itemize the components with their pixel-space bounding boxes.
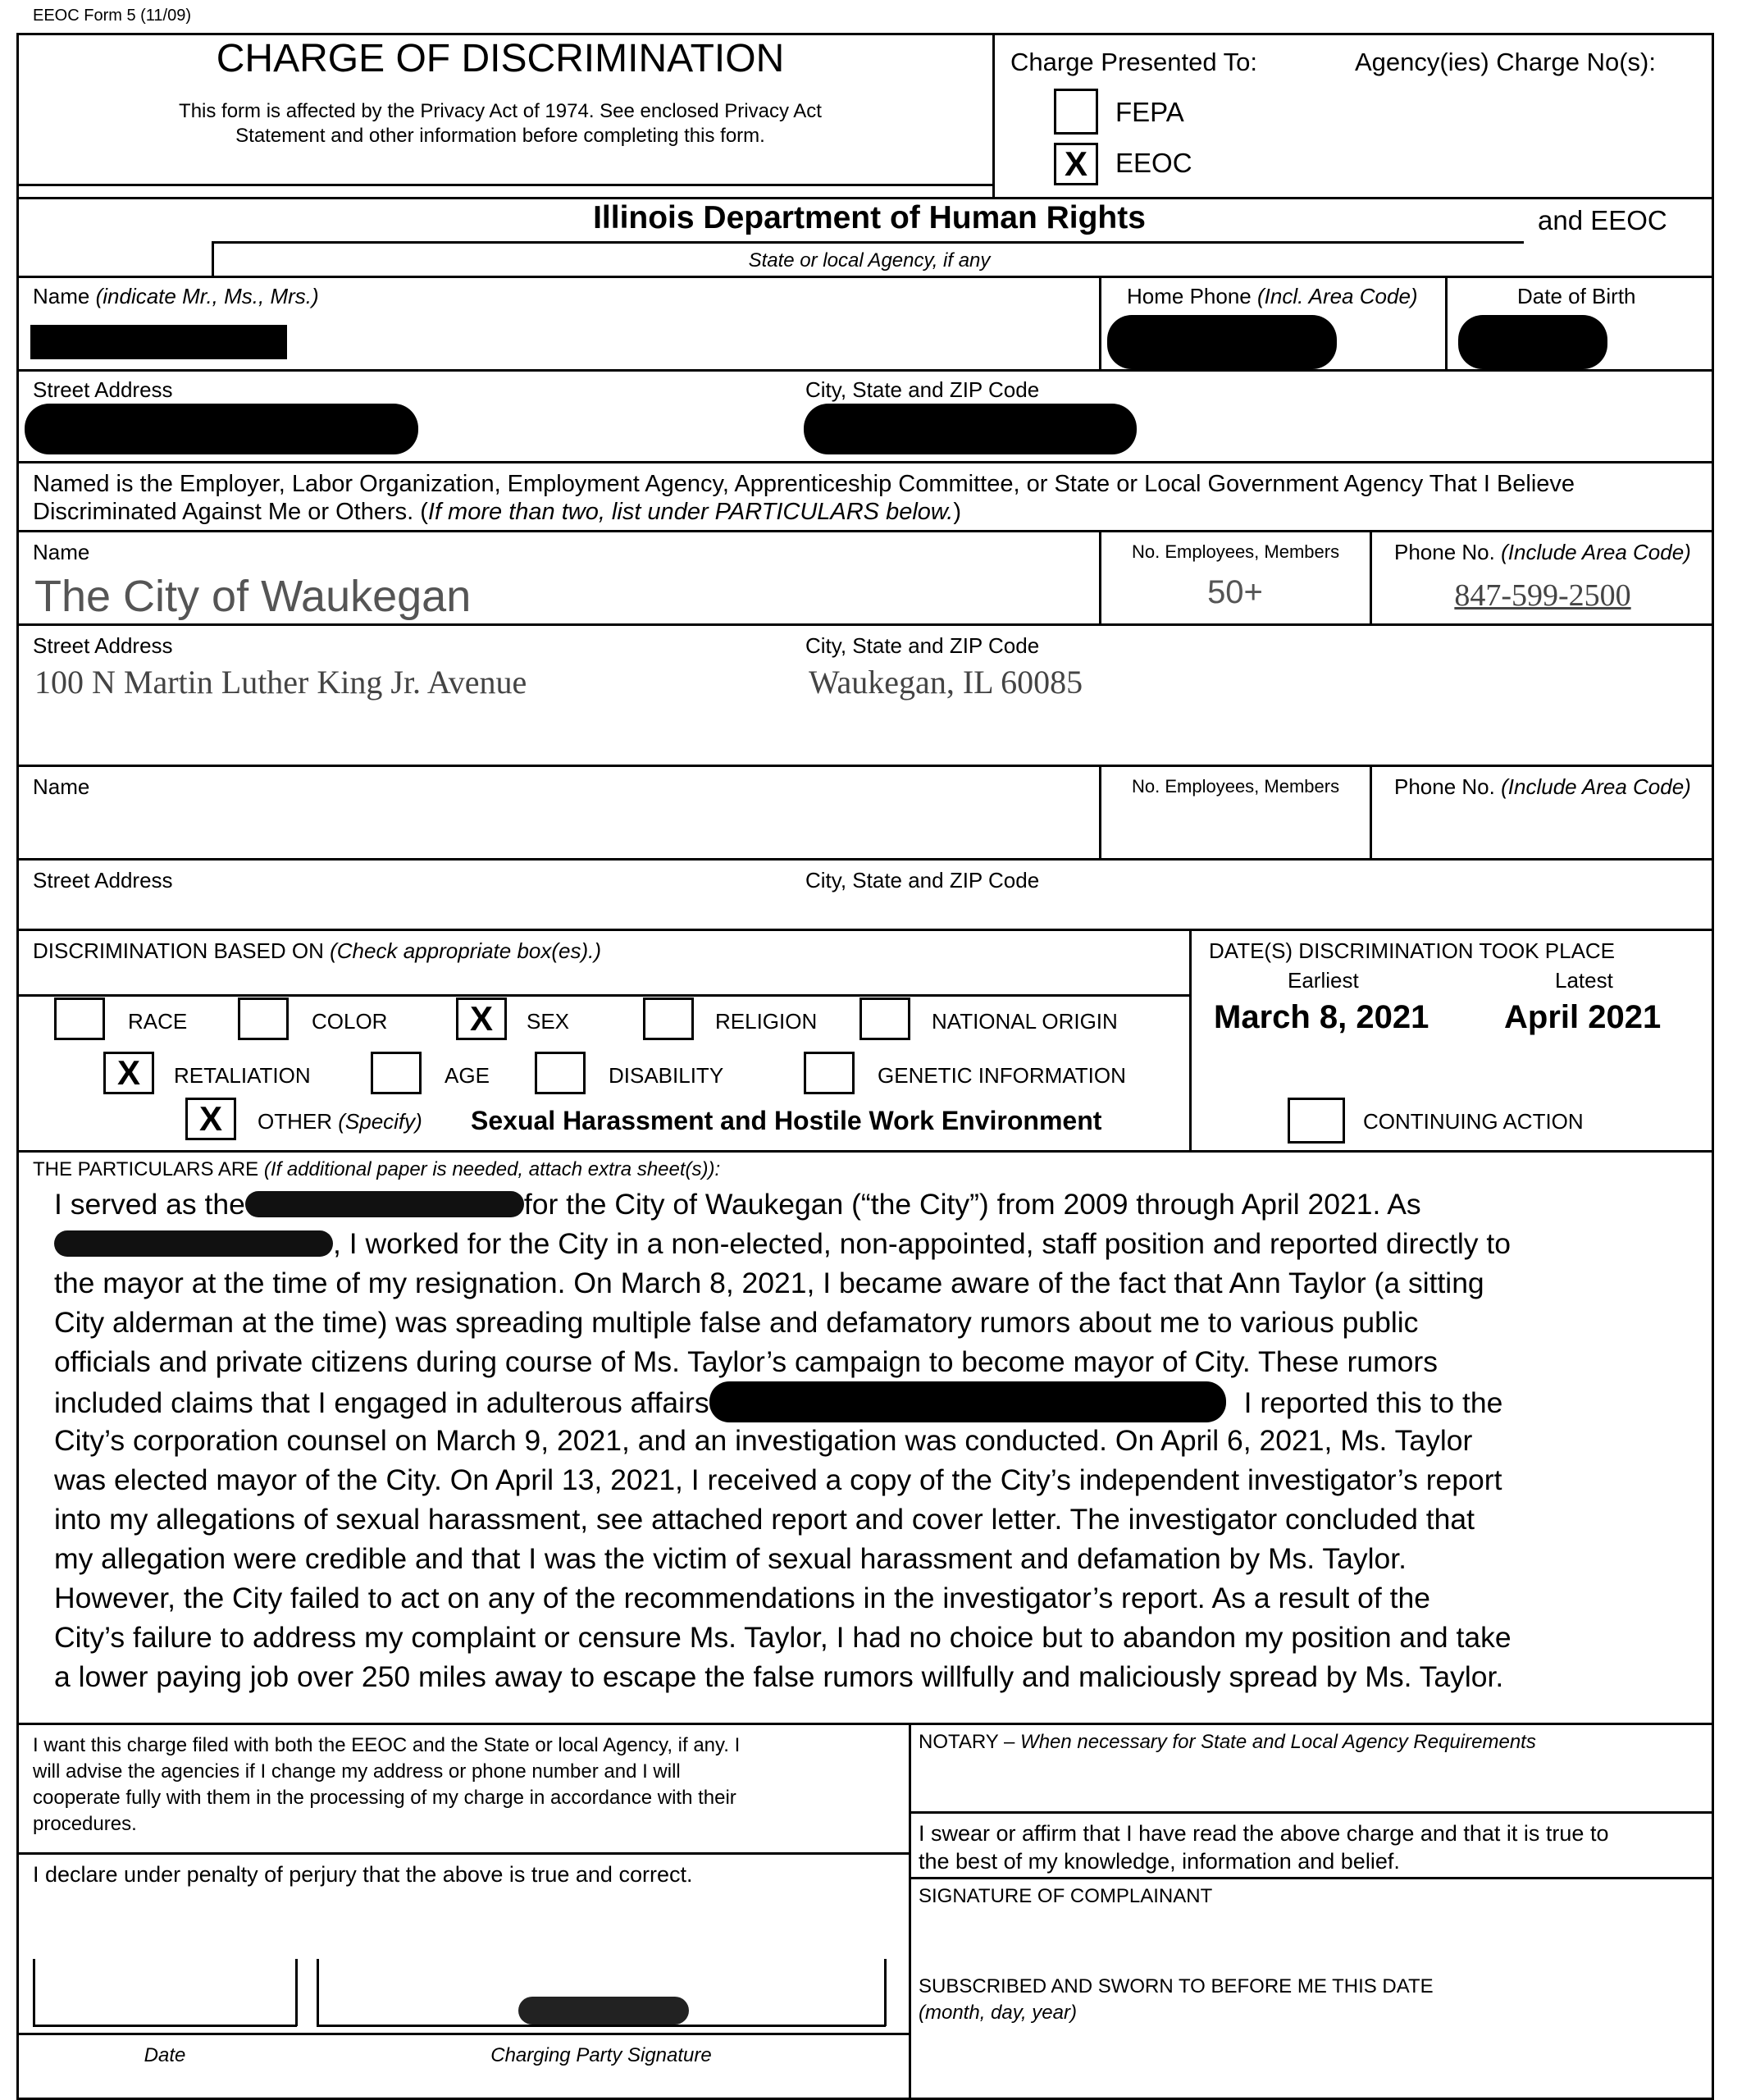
- particulars-line: I served as the for the City of Waukegan (“the City”) from 2009 through April 2021. As: [54, 1188, 1421, 1221]
- particulars-line: City alderman at the time) was spreading multiple false and defamatory rumors about me to various public: [54, 1306, 1419, 1339]
- signature-redaction: [518, 1997, 689, 2025]
- name-label: Name (indicate Mr., Ms., Mrs.): [33, 284, 319, 308]
- resp2-phone-label: Phone No. (Include Area Code): [1394, 774, 1691, 799]
- resp1-name-label: Name: [33, 540, 90, 564]
- rule: [1712, 33, 1714, 2100]
- age-checkbox[interactable]: [371, 1052, 422, 1094]
- rule: [16, 2033, 910, 2035]
- and-eeoc: and EEOC: [1538, 205, 1667, 235]
- redaction: [1458, 315, 1607, 369]
- home-phone-label: Home Phone (Incl. Area Code): [1127, 284, 1418, 308]
- rule: [16, 530, 1714, 532]
- signature-of-complainant: SIGNATURE OF COMPLAINANT: [919, 1885, 1213, 1907]
- presented-to-label: Charge Presented To:: [1010, 48, 1258, 76]
- redaction: [30, 325, 287, 359]
- date-label: Date: [144, 2044, 186, 2066]
- earliest-date: March 8, 2021: [1214, 999, 1429, 1035]
- national-origin-checkbox[interactable]: [859, 998, 910, 1040]
- particulars-label: THE PARTICULARS ARE (If additional paper is needed, attach extra sheet(s)):: [33, 1158, 721, 1180]
- other-label: OTHER (Specify): [258, 1109, 422, 1134]
- rule: [1370, 765, 1372, 860]
- named-statement-1: Named is the Employer, Labor Organization, Employment Agency, Apprenticeship Committee, or State or Local Government Agency That I Believe: [33, 471, 1575, 497]
- filing-line-1: I want this charge filed with both the EEOC and the State or local Agency, if any. I: [33, 1734, 741, 1756]
- rule: [16, 1150, 1714, 1153]
- redaction: [25, 404, 418, 454]
- continuing-checkbox[interactable]: [1288, 1098, 1345, 1144]
- rule: [212, 241, 1524, 244]
- rule: [884, 1959, 887, 2026]
- redaction: [804, 404, 1137, 454]
- agency-name: Illinois Department of Human Rights: [593, 200, 1146, 235]
- genetic-label: GENETIC INFORMATION: [878, 1063, 1126, 1088]
- fepa-label: FEPA: [1115, 97, 1184, 127]
- latest-label: Latest: [1555, 968, 1613, 993]
- rule: [16, 461, 1714, 463]
- signature-label: Charging Party Signature: [490, 2044, 712, 2066]
- rule: [16, 858, 1714, 861]
- particulars-line: was elected mayor of the City. On April 13, 2021, I received a copy of the City’s independent investigator’s report: [54, 1463, 1502, 1496]
- rule: [317, 1959, 319, 2026]
- color-label: COLOR: [312, 1009, 388, 1034]
- eeoc-label: EEOC: [1115, 148, 1192, 178]
- sex-label: SEX: [527, 1009, 570, 1034]
- form-id: EEOC Form 5 (11/09): [33, 7, 192, 25]
- resp1-phone: 847-599-2500: [1454, 578, 1631, 613]
- particulars-line: my allegation were credible and that I was the victim of sexual harassment and defamation by Ms. Taylor.: [54, 1542, 1407, 1575]
- rule: [33, 1959, 35, 2026]
- rule: [295, 1959, 298, 2026]
- race-label: RACE: [128, 1009, 188, 1034]
- date-line: [33, 2025, 297, 2027]
- agency-charge-label: Agency(ies) Charge No(s):: [1355, 48, 1656, 76]
- privacy-line-2: Statement and other information before completing this form.: [235, 125, 765, 147]
- color-checkbox[interactable]: [238, 998, 289, 1040]
- retaliation-label: RETALIATION: [174, 1063, 311, 1088]
- rule: [16, 623, 1714, 626]
- retaliation-checkbox[interactable]: X: [103, 1052, 154, 1094]
- swear-line-1: I swear or affirm that I have read the above charge and that it is true to: [919, 1821, 1609, 1846]
- named-statement-2: Discriminated Against Me or Others. (If more than two, list under PARTICULARS below.): [33, 499, 961, 525]
- disability-label: DISABILITY: [609, 1063, 724, 1088]
- resp1-name: The City of Waukegan: [34, 572, 472, 621]
- resp2-street-label: Street Address: [33, 868, 173, 892]
- notary-label: NOTARY – When necessary for State and Local Agency Requirements: [919, 1731, 1536, 1753]
- rule: [16, 197, 1714, 199]
- rule: [16, 369, 1714, 372]
- rule: [1189, 929, 1192, 1152]
- rule: [16, 765, 1714, 767]
- rule: [909, 1877, 1714, 1879]
- particulars-line: included claims that I engaged in adulterous affairs I reported this to the: [54, 1381, 1502, 1422]
- swear-line-2: the best of my knowledge, information and belief.: [919, 1849, 1400, 1874]
- age-label: AGE: [445, 1063, 490, 1088]
- basis-label: DISCRIMINATION BASED ON (Check appropriate box(es).): [33, 938, 602, 963]
- other-checkbox[interactable]: X: [185, 1098, 236, 1140]
- eeoc-checkbox[interactable]: X: [1054, 143, 1098, 185]
- signature-line: [317, 2025, 886, 2027]
- resp1-street: 100 N Martin Luther King Jr. Avenue: [34, 664, 527, 701]
- form-title: CHARGE OF DISCRIMINATION: [216, 37, 785, 80]
- dob-label: Date of Birth: [1517, 284, 1636, 308]
- particulars-line: officials and private citizens during course of Ms. Taylor’s campaign to become mayor of City. These rumors: [54, 1345, 1438, 1378]
- national-origin-label: NATIONAL ORIGIN: [932, 1009, 1118, 1034]
- rule: [16, 1852, 910, 1855]
- redaction: [1107, 315, 1337, 369]
- particulars-line: City’s corporation counsel on March 9, 2021, and an investigation was conducted. On April 6, 2021, Ms. Taylor: [54, 1424, 1473, 1457]
- resp1-city: Waukegan, IL 60085: [809, 664, 1083, 701]
- rule: [909, 1811, 1714, 1814]
- rule: [1445, 276, 1448, 371]
- street-label: Street Address: [33, 377, 173, 402]
- privacy-line-1: This form is affected by the Privacy Act of 1974. See enclosed Privacy Act: [179, 100, 822, 122]
- rule: [16, 276, 1714, 278]
- filing-line-2: will advise the agencies if I change my address or phone number and I will: [33, 1760, 681, 1783]
- fepa-checkbox[interactable]: [1054, 89, 1098, 135]
- subscribed-hint: (month, day, year): [919, 2002, 1077, 2024]
- rule: [1099, 276, 1101, 371]
- rule: [16, 929, 1714, 931]
- particulars-line: into my allegations of sexual harassment, see attached report and cover letter. The investigator concluded that: [54, 1503, 1475, 1536]
- religion-label: RELIGION: [715, 1009, 818, 1034]
- sex-checkbox[interactable]: X: [456, 998, 507, 1040]
- continuing-label: CONTINUING ACTION: [1363, 1109, 1584, 1134]
- rule: [16, 184, 994, 186]
- subscribed-label: SUBSCRIBED AND SWORN TO BEFORE ME THIS DATE: [919, 1975, 1434, 1997]
- particulars-line: City’s failure to address my complaint or censure Ms. Taylor, I had no choice but to abandon my position and take: [54, 1621, 1512, 1654]
- dates-label: DATE(S) DISCRIMINATION TOOK PLACE: [1209, 938, 1616, 963]
- particulars-line: , I worked for the City in a non-elected, non-appointed, staff position and reported directly to: [54, 1224, 1511, 1263]
- resp1-street-label: Street Address: [33, 633, 173, 658]
- rule: [1099, 765, 1101, 860]
- rule: [992, 33, 995, 197]
- race-checkbox[interactable]: [54, 998, 105, 1040]
- genetic-checkbox[interactable]: [804, 1052, 855, 1094]
- particulars-line: the mayor at the time of my resignation. On March 8, 2021, I became aware of the fact that Ann Taylor (a sitting: [54, 1267, 1484, 1299]
- rule: [16, 994, 1191, 997]
- particulars-line: However, the City failed to act on any of the recommendations in the investigator’s report. As a result of the: [54, 1582, 1430, 1614]
- agency-caption: State or local Agency, if any: [748, 249, 991, 272]
- filing-line-4: procedures.: [33, 1813, 137, 1835]
- rule: [909, 1723, 911, 2100]
- rule: [16, 33, 19, 2100]
- filing-line-3: cooperate fully with them in the processing of my charge in accordance with their: [33, 1787, 736, 1809]
- particulars-line: a lower paying job over 250 miles away to escape the false rumors willfully and maliciously spread by Ms. Taylor.: [54, 1660, 1504, 1693]
- resp1-employees: 50+: [1207, 574, 1263, 610]
- resp1-city-label: City, State and ZIP Code: [805, 633, 1040, 658]
- religion-checkbox[interactable]: [643, 998, 694, 1040]
- disability-checkbox[interactable]: [535, 1052, 586, 1094]
- rule: [16, 1723, 1714, 1725]
- resp2-name-label: Name: [33, 774, 90, 799]
- other-value: Sexual Harassment and Hostile Work Environment: [471, 1106, 1102, 1135]
- city-label: City, State and ZIP Code: [805, 377, 1040, 402]
- declare-statement: I declare under penalty of perjury that the above is true and correct.: [33, 1862, 693, 1887]
- rule: [16, 33, 1714, 35]
- latest-date: April 2021: [1504, 999, 1662, 1035]
- resp2-city-label: City, State and ZIP Code: [805, 868, 1040, 892]
- resp2-employees-label: No. Employees, Members: [1132, 776, 1340, 797]
- earliest-label: Earliest: [1288, 968, 1359, 993]
- resp1-phone-label: Phone No. (Include Area Code): [1394, 540, 1691, 564]
- resp1-employees-label: No. Employees, Members: [1132, 541, 1340, 562]
